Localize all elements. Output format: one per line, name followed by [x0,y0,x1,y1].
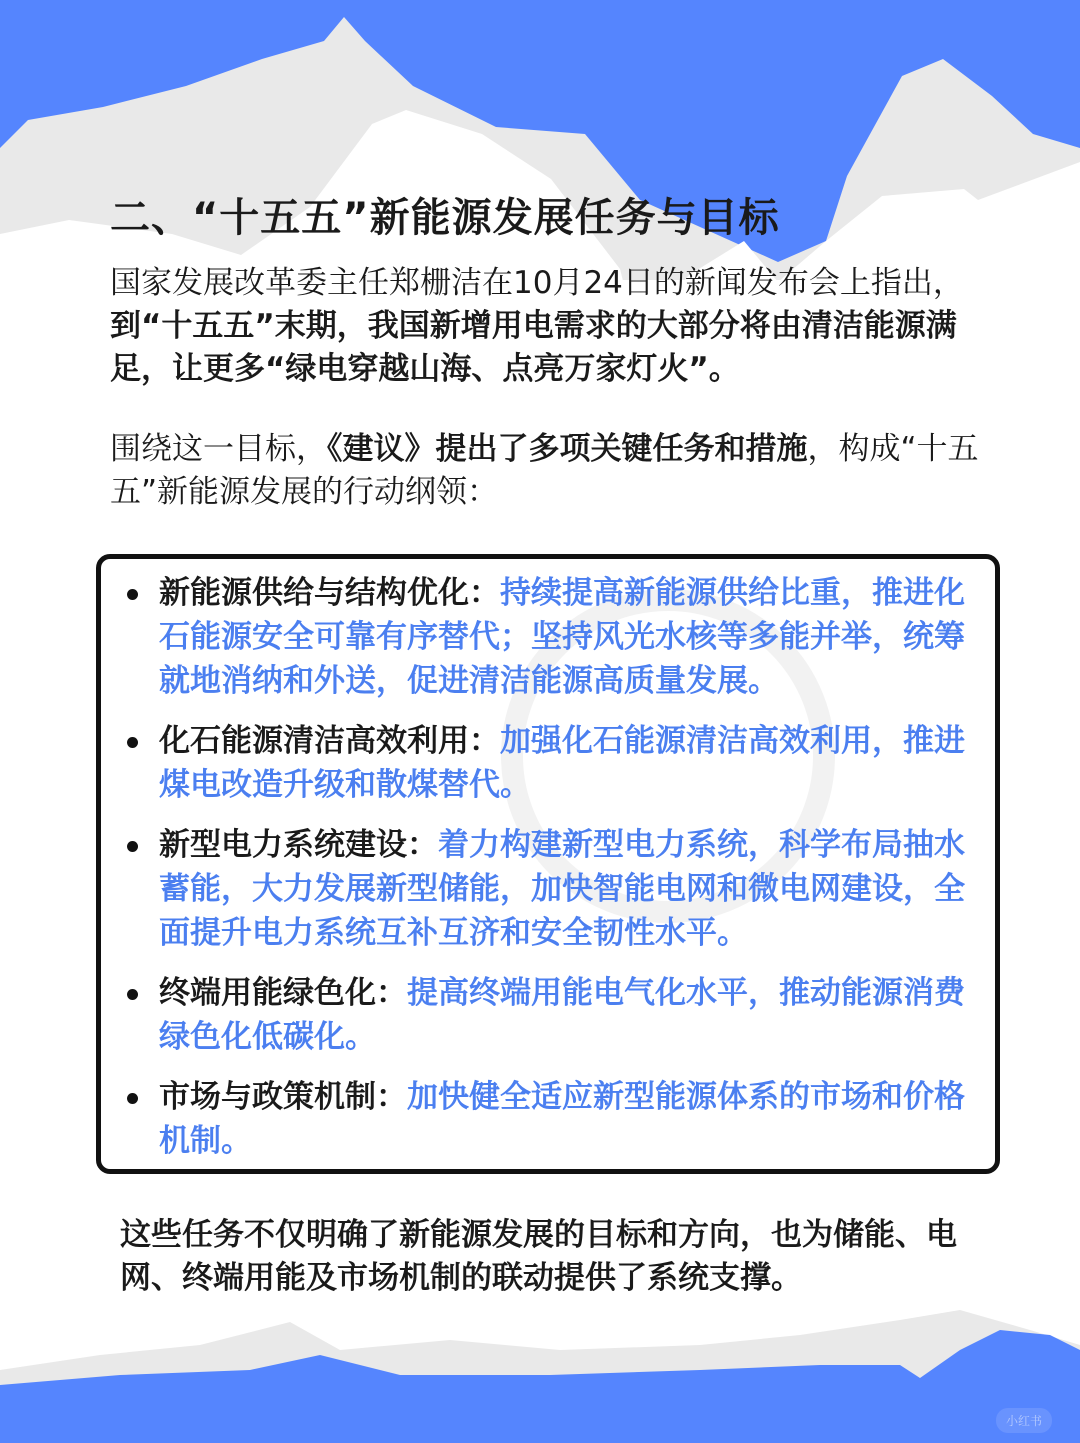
task-label: 终端用能绿色化： [159,975,407,1011]
intro-text: 国家发展改革委主任郑栅洁在10月24日的新闻发布会上指出， [110,265,964,301]
task-item [127,823,977,955]
task-item [127,971,977,1059]
intro-paragraph [110,262,1010,391]
lead-text-end: ，构成“十五五”新能源发展的行动纲领： [110,431,979,510]
task-text: 加快健全适应新型能源体系的市场和价格机制。 [159,1079,965,1159]
task-label: 市场与政策机制： [159,1079,407,1115]
task-text: 加强化石能源清洁高效利用，推进煤电改造升级和散煤替代。 [159,723,965,803]
task-item [127,571,977,703]
task-item [127,1075,977,1163]
task-label: 新能源供给与结构优化： [159,575,500,611]
task-item [127,719,977,807]
torn-paper-bottom [0,1290,1080,1443]
task-label: 新型电力系统建设： [159,827,438,863]
conclusion-paragraph: 这些任务不仅明确了新能源发展的目标和方向，也为储能、电网、终端用能及市场机制的联动提供了系统支撑。 [120,1217,957,1296]
intro-bold-text: 到“十五五”末期，我国新增用电需求的大部分将由清洁能源满足，让更多“绿电穿越山海、点亮万家灯火”。 [110,308,957,387]
section-title: 二、“十五五”新能源发展任务与目标 [110,195,780,241]
tasks-box [96,554,1000,1174]
task-text: 持续提高新能源供给比重，推进化石能源安全可靠有序替代；坚持风光水核等多能并举，统筹就地消纳和外送，促进清洁能源高质量发展。 [159,575,965,699]
task-label: 化石能源清洁高效利用： [159,723,500,759]
task-text: 着力构建新型电力系统，科学布局抽水蓄能，大力发展新型储能，加快智能电网和微电网建设，全面提升电力系统互补互济和安全韧性水平。 [159,827,965,951]
task-text: 提高终端用能电气化水平，推动能源消费绿色化低碳化。 [159,975,965,1055]
watermark-text: 小红书 [996,1408,1052,1433]
lead-bold-text: 《建议》提出了多项关键任务和措施 [327,431,808,467]
lead-text: 围绕这一目标， [110,431,327,467]
lead-paragraph [110,428,1010,514]
task-list [127,571,977,1179]
